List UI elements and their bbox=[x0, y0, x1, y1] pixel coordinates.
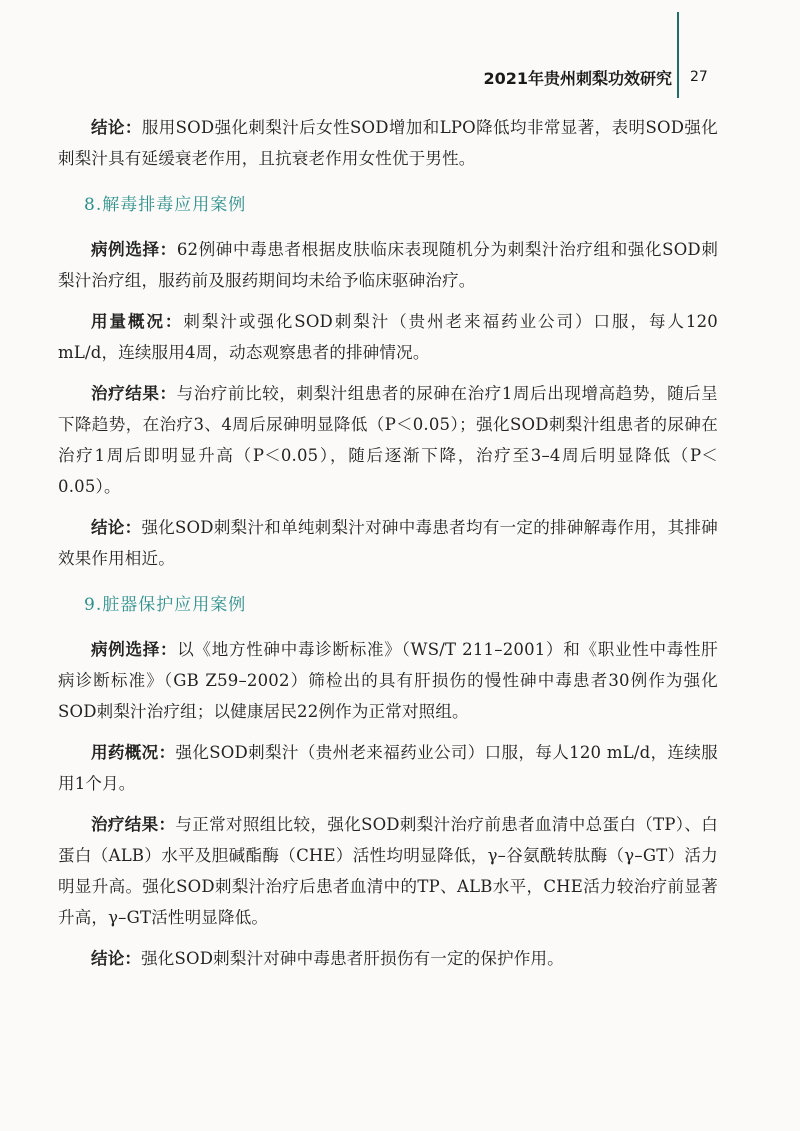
paragraph-conclusion-7 bbox=[58, 112, 718, 174]
paragraph-lead: 结论： bbox=[91, 518, 142, 537]
paragraph-text: 以《地方性砷中毒诊断标准》（WS/T 211–2001）和《职业性中毒性肝病诊断标准》（GB Z59–2002）筛检出的具有肝损伤的慢性砷中毒患者30例作为强化SOD刺梨汁治疗组；以健康居民22例作为正常对照组。 bbox=[58, 640, 718, 721]
paragraph-text: 与治疗前比较，刺梨汁组患者的尿砷在治疗1周后出现增高趋势，随后呈下降趋势，在治疗3、4周后尿砷明显降低（P＜0.05）；强化SOD刺梨汁组患者的尿砷在治疗1周后即明显升高（P＜0.05），随后逐渐下降，治疗至3–4周后明显降低（P＜0.05）。 bbox=[58, 384, 719, 496]
paragraph-text: 强化SOD刺梨汁对砷中毒患者肝损伤有一定的保护作用。 bbox=[141, 949, 564, 968]
paragraph-result-8 bbox=[58, 378, 718, 502]
paragraph-text: 强化SOD刺梨汁和单纯刺梨汁对砷中毒患者均有一定的排砷解毒作用，其排砷效果作用相近。 bbox=[58, 518, 718, 568]
paragraph-text: 刺梨汁或强化SOD刺梨汁（贵州老来福药业公司）口服，每人120 mL/d，连续服用4周，动态观察患者的排砷情况。 bbox=[58, 312, 719, 362]
paragraph-case-selection-9 bbox=[58, 634, 718, 727]
paragraph-conclusion-9 bbox=[58, 943, 718, 974]
paragraph-conclusion-8 bbox=[58, 512, 718, 574]
section-heading-9: 9.脏器保护应用案例 bbox=[84, 595, 247, 615]
page-body bbox=[58, 112, 718, 984]
paragraph-lead: 病例选择： bbox=[91, 240, 177, 259]
running-header bbox=[0, 58, 800, 94]
paragraph-lead: 病例选择： bbox=[91, 640, 178, 659]
paragraph-lead: 治疗结果： bbox=[91, 384, 177, 403]
paragraph-medication-9 bbox=[58, 737, 718, 799]
page-number: 27 bbox=[690, 69, 708, 85]
paragraph-lead: 结论： bbox=[91, 118, 142, 137]
paragraph-lead: 结论： bbox=[91, 949, 142, 968]
paragraph-text: 62例砷中毒患者根据皮肤临床表现随机分为刺梨汁治疗组和强化SOD刺梨汁治疗组，服药前及服药期间均未给予临床驱砷治疗。 bbox=[58, 240, 719, 290]
paragraph-text: 强化SOD刺梨汁（贵州老来福药业公司）口服，每人120 mL/d，连续服用1个月。 bbox=[58, 743, 718, 793]
paragraph-text: 服用SOD强化刺梨汁后女性SOD增加和LPO降低均非常显著，表明SOD强化刺梨汁具有延缓衰老作用，且抗衰老作用女性优于男性。 bbox=[58, 118, 718, 168]
paragraph-result-9 bbox=[58, 809, 718, 933]
section-heading-8: 8.解毒排毒应用案例 bbox=[84, 195, 247, 215]
paragraph-text: 与正常对照组比较，强化SOD刺梨汁治疗前患者血清中总蛋白（TP）、白蛋白（ALB）水平及胆碱酯酶（CHE）活性均明显降低，γ–谷氨酰转肽酶（γ–GT）活力明显升高。强化SOD刺梨汁治疗后患者血清中的TP、ALB水平，CHE活力较治疗前显著升高，γ–GT活性明显降低。 bbox=[58, 815, 719, 927]
header-divider bbox=[677, 12, 679, 98]
paragraph-case-selection-8 bbox=[58, 234, 718, 296]
paragraph-lead: 用量概况： bbox=[91, 312, 184, 331]
running-header-title: 2021年贵州刺梨功效研究 bbox=[483, 69, 672, 88]
paragraph-lead: 用药概况： bbox=[91, 743, 176, 762]
paragraph-dosage-8 bbox=[58, 306, 718, 368]
paragraph-lead: 治疗结果： bbox=[91, 815, 176, 834]
